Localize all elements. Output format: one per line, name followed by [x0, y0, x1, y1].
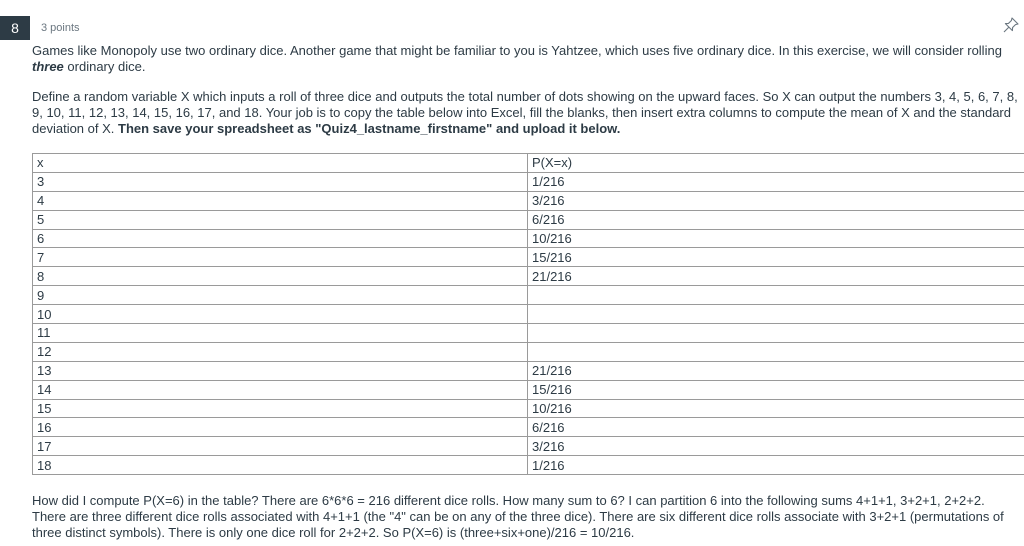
emphasis-three: three [32, 59, 64, 74]
cell-x: 12 [33, 342, 528, 361]
table-row [33, 229, 1024, 248]
header-probability: P(X=x) [528, 154, 1024, 173]
question-points: 3 points [41, 22, 80, 34]
cell-probability [528, 342, 1024, 361]
table-row [33, 267, 1024, 286]
cell-x: 7 [33, 248, 528, 267]
table-row [33, 342, 1024, 361]
cell-x: 11 [33, 324, 528, 343]
cell-probability: 21/216 [528, 267, 1024, 286]
cell-probability: 6/216 [528, 418, 1024, 437]
cell-x: 8 [33, 267, 528, 286]
cell-probability: 15/216 [528, 380, 1024, 399]
table-row [33, 305, 1024, 324]
table-header-row [33, 154, 1024, 173]
cell-probability: 3/216 [528, 437, 1024, 456]
cell-probability: 10/216 [528, 229, 1024, 248]
table-row [33, 437, 1024, 456]
cell-x: 3 [33, 172, 528, 191]
table-row [33, 418, 1024, 437]
table-row [33, 172, 1024, 191]
pin-icon[interactable] [1002, 16, 1020, 34]
question-number: 8 [0, 16, 30, 40]
cell-probability: 6/216 [528, 210, 1024, 229]
cell-probability: 3/216 [528, 191, 1024, 210]
cell-probability [528, 305, 1024, 324]
cell-probability: 1/216 [528, 456, 1024, 475]
cell-x: 16 [33, 418, 528, 437]
intro-paragraph: Games like Monopoly use two ordinary dice. Another game that might be familiar to you is Yahtzee, which uses five ordinary dice. In this exercise, we will consider rolling three ordinary dice. [32, 43, 1002, 74]
instructions-paragraph: Define a random variable X which inputs a roll of three dice and outputs the total number of dots showing on the upward faces. So X can output the numbers 3, 4, 5, 6, 7, 8, 9, 10, 11, 12, 13, 14, 15, 16, 17, and 18. Your job is to copy the table below into Excel, fill the blanks, then insert extra columns to compute the mean of X and the standard deviation of X. Then save your spreadsheet as "Quiz4_lastname_firstname" and upload it below. [32, 89, 1018, 136]
table-row [33, 456, 1024, 475]
cell-x: 17 [33, 437, 528, 456]
probability-table [32, 153, 1024, 475]
cell-x: 10 [33, 305, 528, 324]
table-row [33, 248, 1024, 267]
cell-x: 13 [33, 361, 528, 380]
cell-probability: 21/216 [528, 361, 1024, 380]
cell-probability: 15/216 [528, 248, 1024, 267]
table-row [33, 399, 1024, 418]
table-row [33, 380, 1024, 399]
cell-probability [528, 324, 1024, 343]
cell-x: 15 [33, 399, 528, 418]
save-instructions: Then save your spreadsheet as "Quiz4_lastname_firstname" and upload it below. [118, 121, 621, 136]
table-row [33, 286, 1024, 305]
cell-probability: 1/216 [528, 172, 1024, 191]
cell-x: 9 [33, 286, 528, 305]
cell-x: 6 [33, 229, 528, 248]
header-x: x [33, 154, 528, 173]
cell-x: 14 [33, 380, 528, 399]
cell-x: 4 [33, 191, 528, 210]
cell-probability [528, 286, 1024, 305]
table-row [33, 191, 1024, 210]
table-row [33, 361, 1024, 380]
cell-x: 5 [33, 210, 528, 229]
cell-x: 18 [33, 456, 528, 475]
table-row [33, 324, 1024, 343]
table-row [33, 210, 1024, 229]
cell-probability: 10/216 [528, 399, 1024, 418]
question-body [32, 43, 1018, 541]
explanation-paragraph: How did I compute P(X=6) in the table? There are 6*6*6 = 216 different dice rolls. How many sum to 6? I can partition 6 into the following sums 4+1+1, 3+2+1, 2+2+2. There are three different dice rolls associated with 4+1+1 (the "4" can be on any of the three dice). There are six different dice rolls associate with 3+2+1 (permutations of three distinct symbols). There is only one dice roll for 2+2+2. So P(X=6) is (three+six+one)/216 = 10/216. [32, 493, 1004, 541]
